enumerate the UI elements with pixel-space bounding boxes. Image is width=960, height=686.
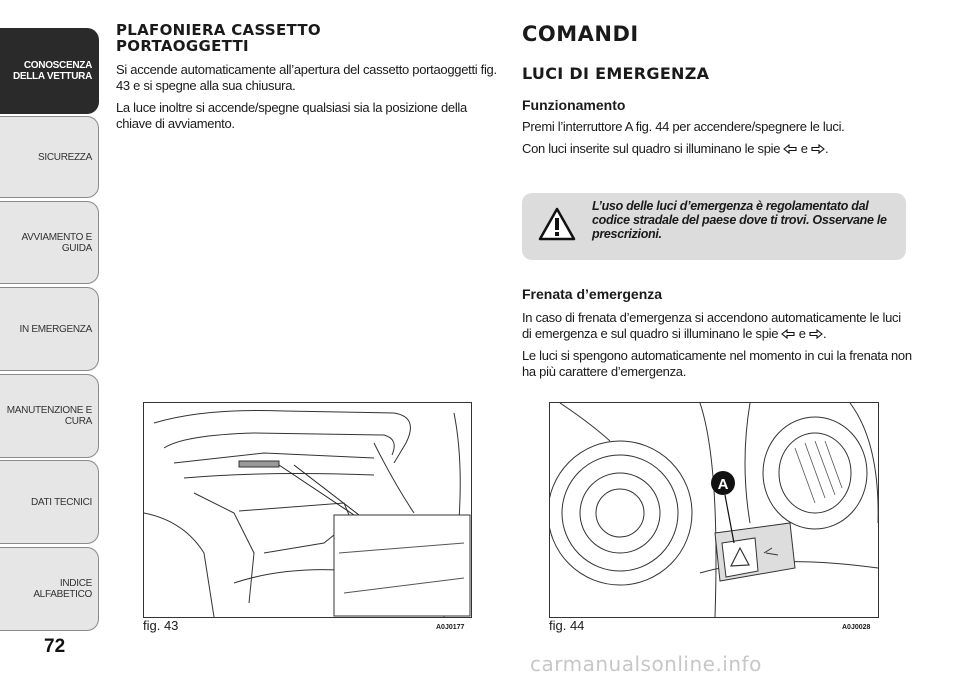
turn-right-arrow-icon <box>811 144 825 154</box>
figure-44-caption: fig. 44 <box>549 618 585 633</box>
text: e <box>798 326 806 341</box>
watermark: carmanualsonline.info <box>530 652 762 676</box>
callout-a: A <box>717 476 729 493</box>
paragraph-with-icons <box>522 310 912 342</box>
text: e <box>800 141 808 156</box>
text: . <box>825 141 829 156</box>
tab-label: CONOSCENZA DELLA VETTURA <box>12 60 92 82</box>
paragraph: Le luci si spengono automaticamente nel momento in cui la frenata non ha più carattere d’emergenza. <box>522 348 912 379</box>
tab-sicurezza[interactable] <box>0 116 99 198</box>
funzionamento-heading: Funzionamento <box>522 97 626 113</box>
tab-in-emergenza[interactable] <box>0 287 99 371</box>
note-text: L’uso delle luci d’emergenza è regolamentato dal codice stradale del paese dove ti trovi. Osservane le prescrizioni. <box>592 199 887 241</box>
tab-label: SICUREZZA <box>38 151 92 163</box>
left-column <box>116 22 498 138</box>
tab-label: IN EMERGENZA <box>19 323 92 335</box>
frenata-heading: Frenata d’emergenza <box>522 286 663 302</box>
tab-label: MANUTENZIONE E CURA <box>6 405 92 427</box>
paragraph: Si accende automaticamente all’apertura del cassetto portaoggetti fig. 43 e si spegne alla sua chiusura. <box>116 62 497 93</box>
right-column-lower <box>522 286 912 386</box>
turn-left-arrow-icon <box>781 329 795 339</box>
text: Con luci inserite sul quadro si illuminano le spie <box>522 141 781 156</box>
text: . <box>823 326 827 341</box>
paragraph: La luce inoltre si accende/spegne qualsiasi sia la posizione della chiave di avviamento. <box>116 100 467 131</box>
tab-label: AVVIAMENTO E GUIDA <box>21 231 92 254</box>
section-title <box>116 22 498 54</box>
tab-avviamento-e-guida[interactable] <box>0 201 99 284</box>
text: In caso di frenata d’emergenza si accendono automaticamente le luci di emergenza e sul quadro si illuminano le spie <box>522 310 901 341</box>
warning-note <box>522 193 906 260</box>
tab-dati-tecnici[interactable] <box>0 460 99 544</box>
figure-43-code: A0J0177 <box>436 624 465 631</box>
subsection-title: LUCI DI EMERGENZA <box>522 64 710 83</box>
figure-43-image <box>143 402 472 618</box>
hazard-switch-illustration <box>550 403 878 617</box>
section-title: COMANDI <box>522 22 639 46</box>
paragraph-with-icons <box>522 141 912 157</box>
tab-manutenzione-e-cura[interactable] <box>0 374 99 458</box>
page-number: 72 <box>44 636 66 657</box>
warning-triangle-icon <box>538 207 576 241</box>
right-column <box>522 22 912 163</box>
turn-left-arrow-icon <box>783 144 797 154</box>
figure-44-image <box>549 402 879 618</box>
tab-conoscenza-della-vettura[interactable] <box>0 28 99 114</box>
title-line-2: PORTAOGGETTI <box>116 37 249 55</box>
paragraph: Premi l’interruttore A fig. 44 per accendere/spegnere le luci. <box>522 119 845 134</box>
figure-43-caption: fig. 43 <box>143 618 179 633</box>
tab-label: DATI TECNICI <box>30 496 92 508</box>
glovebox-illustration <box>144 403 471 617</box>
tab-indice-alfabetico[interactable] <box>0 547 99 631</box>
figure-44-code: A0J0028 <box>842 624 871 631</box>
tab-label: INDICE ALFABETICO <box>33 578 92 600</box>
turn-right-arrow-icon <box>809 329 823 339</box>
title-line-1: PLAFONIERA CASSETTO <box>116 21 321 39</box>
